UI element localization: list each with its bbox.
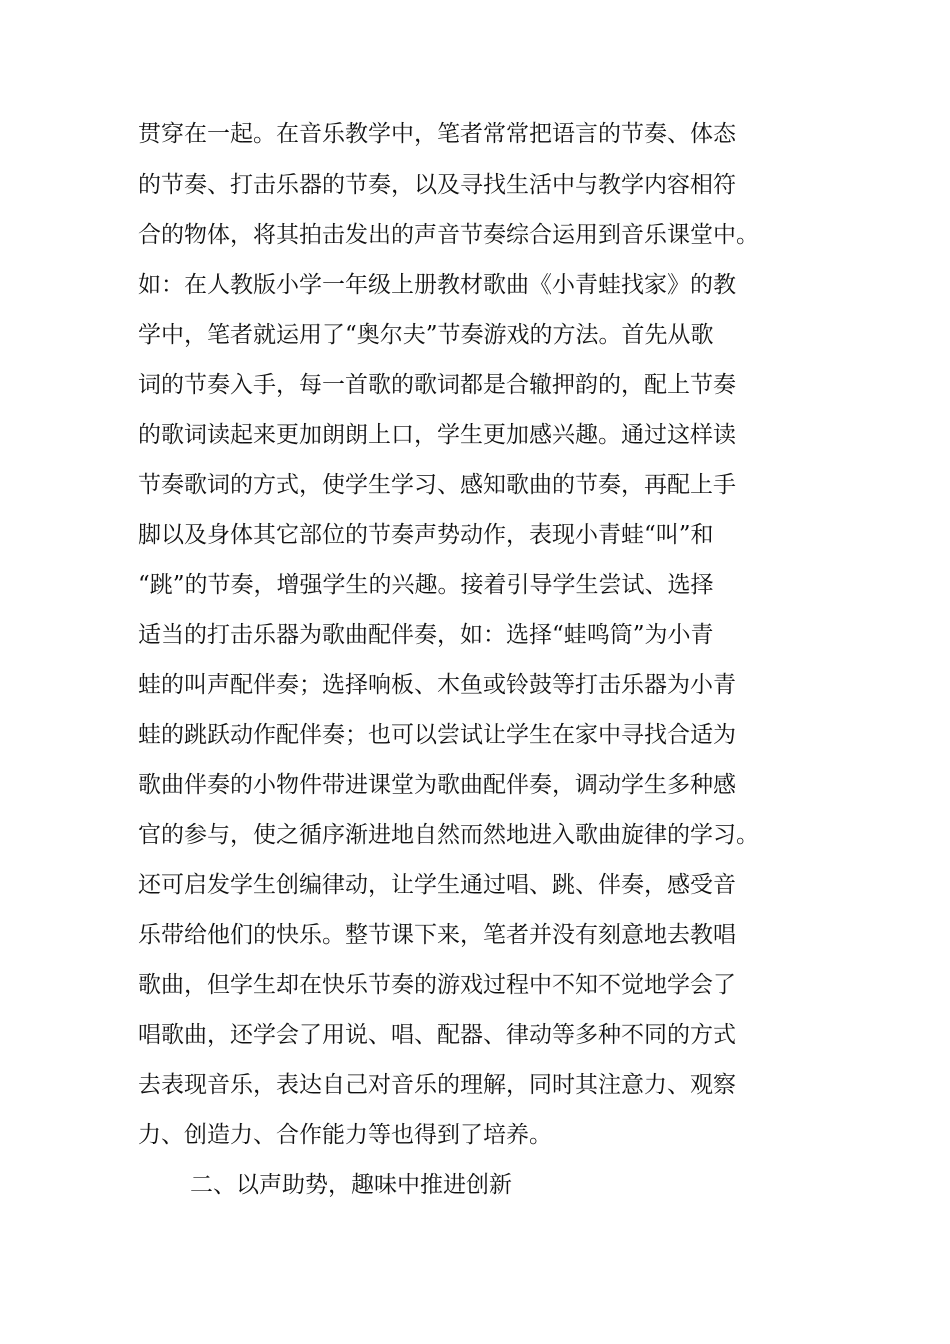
paragraph-line: 官的参与，使之循序渐进地自然而然地进入歌曲旋律的学习。 <box>138 822 759 848</box>
paragraph-line: “跳”的节奏，增强学生的兴趣。接着引导学生尝试、选择 <box>138 572 714 598</box>
paragraph-line: 的歌词读起来更加朗朗上口，学生更加感兴趣。通过这样读 <box>138 422 736 448</box>
paragraph-line: 去表现音乐，表达自己对音乐的理解，同时其注意力、观察 <box>138 1072 736 1098</box>
paragraph-line: 词的节奏入手，每一首歌的歌词都是合辙押韵的，配上节奏 <box>138 372 736 398</box>
paragraph-line: 力、创造力、合作能力等也得到了培养。 <box>138 1122 552 1148</box>
paragraph-line: 蛙的跳跃动作配伴奏；也可以尝试让学生在家中寻找合适为 <box>138 722 736 748</box>
paragraph-line: 脚以及身体其它部位的节奏声势动作，表现小青蛙“叫”和 <box>138 522 714 548</box>
paragraph-line: 适当的打击乐器为歌曲配伴奏，如：选择“蛙鸣筒”为小青 <box>138 622 714 648</box>
paragraph-line: 歌曲，但学生却在快乐节奏的游戏过程中不知不觉地学会了 <box>138 972 736 998</box>
paragraph-line: 学中，笔者就运用了“奥尔夫”节奏游戏的方法。首先从歌 <box>138 322 714 348</box>
paragraph-line: 合的物体，将其拍击发出的声音节奏综合运用到音乐课堂中。 <box>138 222 759 248</box>
paragraph-line: 节奏歌词的方式，使学生学习、感知歌曲的节奏，再配上手 <box>138 472 736 498</box>
paragraph-line: 的节奏、打击乐器的节奏，以及寻找生活中与教学内容相符 <box>138 172 736 198</box>
section-heading: 二、以声助势，趣味中推进创新 <box>190 1172 512 1198</box>
paragraph-line: 唱歌曲，还学会了用说、唱、配器、律动等多种不同的方式 <box>138 1022 736 1048</box>
paragraph-line: 贯穿在一起。在音乐教学中，笔者常常把语言的节奏、体态 <box>138 121 736 147</box>
paragraph-line: 乐带给他们的快乐。整节课下来，笔者并没有刻意地去教唱 <box>138 922 736 948</box>
paragraph-line: 蛙的叫声配伴奏；选择响板、木鱼或铃鼓等打击乐器为小青 <box>138 672 736 698</box>
paragraph-line: 歌曲伴奏的小物件带进课堂为歌曲配伴奏，调动学生多种感 <box>138 772 736 798</box>
paragraph-line: 如：在人教版小学一年级上册教材歌曲《小青蛙找家》的教 <box>138 272 736 298</box>
paragraph-line: 还可启发学生创编律动，让学生通过唱、跳、伴奏，感受音 <box>138 872 736 898</box>
